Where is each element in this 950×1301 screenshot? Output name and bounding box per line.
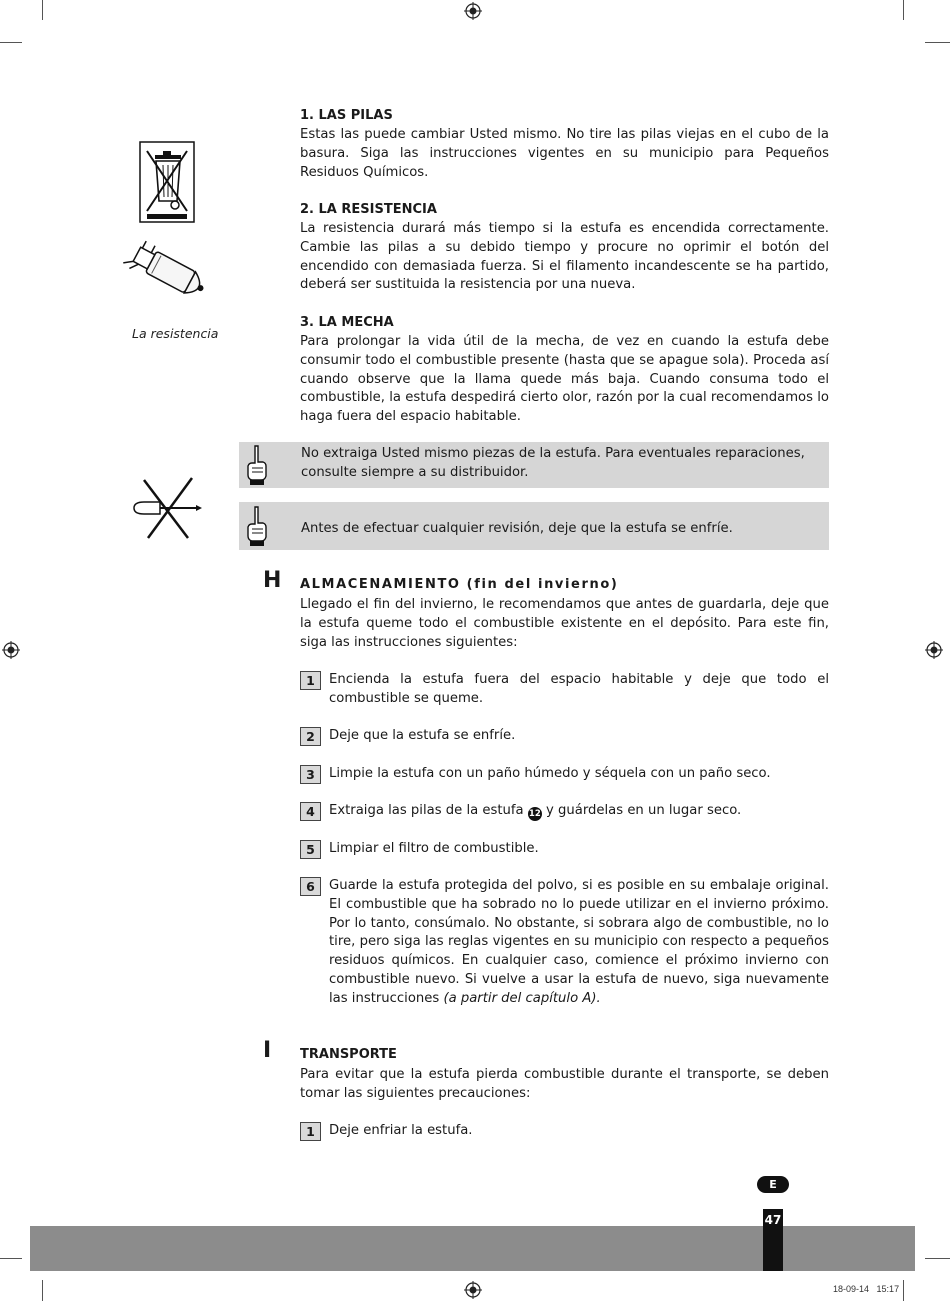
warning-note xyxy=(239,442,829,488)
step-text xyxy=(329,802,829,821)
image-caption: La resistencia xyxy=(132,326,219,341)
registration-mark-icon xyxy=(925,641,943,659)
step-text: Encienda la estufa fuera del espacio habitable y deje que todo el combustible se queme. xyxy=(329,672,829,706)
warning-note-text: No extraiga Usted mismo piezas de la estufa. Para eventuales reparaciones, consulte siempre a su distribuidor. xyxy=(301,446,805,480)
section-title-transporte: TRANSPORTE xyxy=(300,1047,397,1062)
registration-mark-icon xyxy=(2,641,20,659)
step-number: 2 xyxy=(300,727,321,746)
page-number: 47 xyxy=(763,1209,783,1271)
section-heading-pilas: 1. LAS PILAS xyxy=(300,108,393,123)
crop-mark xyxy=(903,1280,904,1301)
registration-mark-icon xyxy=(464,1281,482,1299)
crop-mark xyxy=(903,0,904,20)
print-time: 15:17 xyxy=(876,1284,900,1294)
step-text-part: Guarde la estufa protegida del polvo, si es posible en su embalaje original. El combustible que ha sobrado no lo puede utilizar en el invierno próximo. Por lo tanto, consúmalo. No obstante, si sobrara algo de combustible, no lo tire, pero siga las reglas vigentes en su municipio con respecto a pequeños residuos químicos. En cualquier caso, comience el próximo invierno con combustible nuevo. Si vuelve a usar la estufa de nuevo, siga nuevamente las instrucciones xyxy=(329,878,829,1006)
print-timestamp xyxy=(833,1284,899,1294)
print-date: 18-09-14 xyxy=(833,1284,870,1294)
step-text: Deje que la estufa se enfríe. xyxy=(329,728,516,743)
warning-note-text: Antes de efectuar cualquier revisión, deje que la estufa se enfríe. xyxy=(301,521,733,536)
step-number: 4 xyxy=(300,802,321,821)
figure-reference-badge: 12 xyxy=(528,809,541,819)
step-number: 6 xyxy=(300,877,321,896)
crop-mark xyxy=(0,42,22,43)
section-letter-h: H xyxy=(263,568,282,593)
section-text-pilas: Estas las puede cambiar Usted mismo. No tire las pilas viejas en el cubo de la basura. Siga las instrucciones vigentes en su municipio para Pequeños Residuos Químicos. xyxy=(300,127,829,180)
step-text: Limpiar el filtro de combustible. xyxy=(329,841,539,856)
section-letter-i: I xyxy=(263,1038,272,1063)
step-text: Deje enfriar la estufa. xyxy=(329,1123,473,1138)
section-heading-mecha: 3. LA MECHA xyxy=(300,315,394,330)
pointing-hand-icon xyxy=(245,505,269,547)
registration-mark-icon xyxy=(464,2,482,20)
step-text xyxy=(329,877,829,1009)
section-text-resistencia: La resistencia durará más tiempo si la estufa es encendida correctamente. Cambie las pilas a su debido tiempo y procure no oprimir el botón del encendido con demasiada fuerza. Si el filamento incandescente se ha partido, deberá ser sustituida la resistencia por una nueva. xyxy=(300,221,829,293)
section-intro-transporte: Para evitar que la estufa pierda combustible durante el transporte, se deben tomar las siguientes precauciones: xyxy=(300,1067,829,1101)
step-text-part: y guárdelas en un lugar seco. xyxy=(546,803,742,818)
crop-mark xyxy=(925,1258,950,1259)
glow-plug-icon xyxy=(120,238,220,308)
crop-mark xyxy=(925,42,950,43)
step-number: 3 xyxy=(300,765,321,784)
pointing-hand-icon xyxy=(245,444,269,486)
section-title-almacenamiento: ALMACENAMIENTO (fin del invierno) xyxy=(300,577,619,592)
step-number: 1 xyxy=(300,671,321,690)
step-number: 1 xyxy=(300,1122,321,1141)
section-intro-almacenamiento: Llegado el fin del invierno, le recomendamos que antes de guardarla, deje que la estufa queme todo el combustible existente en el depósito. Para este fin, siga las instrucciones siguientes: xyxy=(300,597,829,650)
section-text-mecha: Para prolongar la vida útil de la mecha, de vez en cuando la estufa debe consumir todo el combustible presente (hasta que se apague sola). Proceda así cuando observe que la llama quede más baja. Cuando consuma todo el combustible, la estufa despedirá cierto olor, razón por la cual recomendamos lo haga fuera del espacio habitable. xyxy=(300,334,829,425)
warning-note xyxy=(239,502,829,550)
crossed-out-wheelie-bin-icon xyxy=(139,141,195,223)
crossed-tools-icon xyxy=(130,474,206,542)
crop-mark xyxy=(42,1280,43,1301)
step-text-part: Extraiga las pilas de la estufa xyxy=(329,803,524,818)
crop-mark xyxy=(0,1258,22,1259)
section-heading-resistencia: 2. LA RESISTENCIA xyxy=(300,202,437,217)
step-number: 5 xyxy=(300,840,321,859)
step-text: Limpie la estufa con un paño húmedo y séquela con un paño seco. xyxy=(329,766,771,781)
crop-mark xyxy=(42,0,43,20)
language-badge: E xyxy=(757,1176,789,1193)
step-text-italic: (a partir del capítulo A). xyxy=(443,990,601,1006)
